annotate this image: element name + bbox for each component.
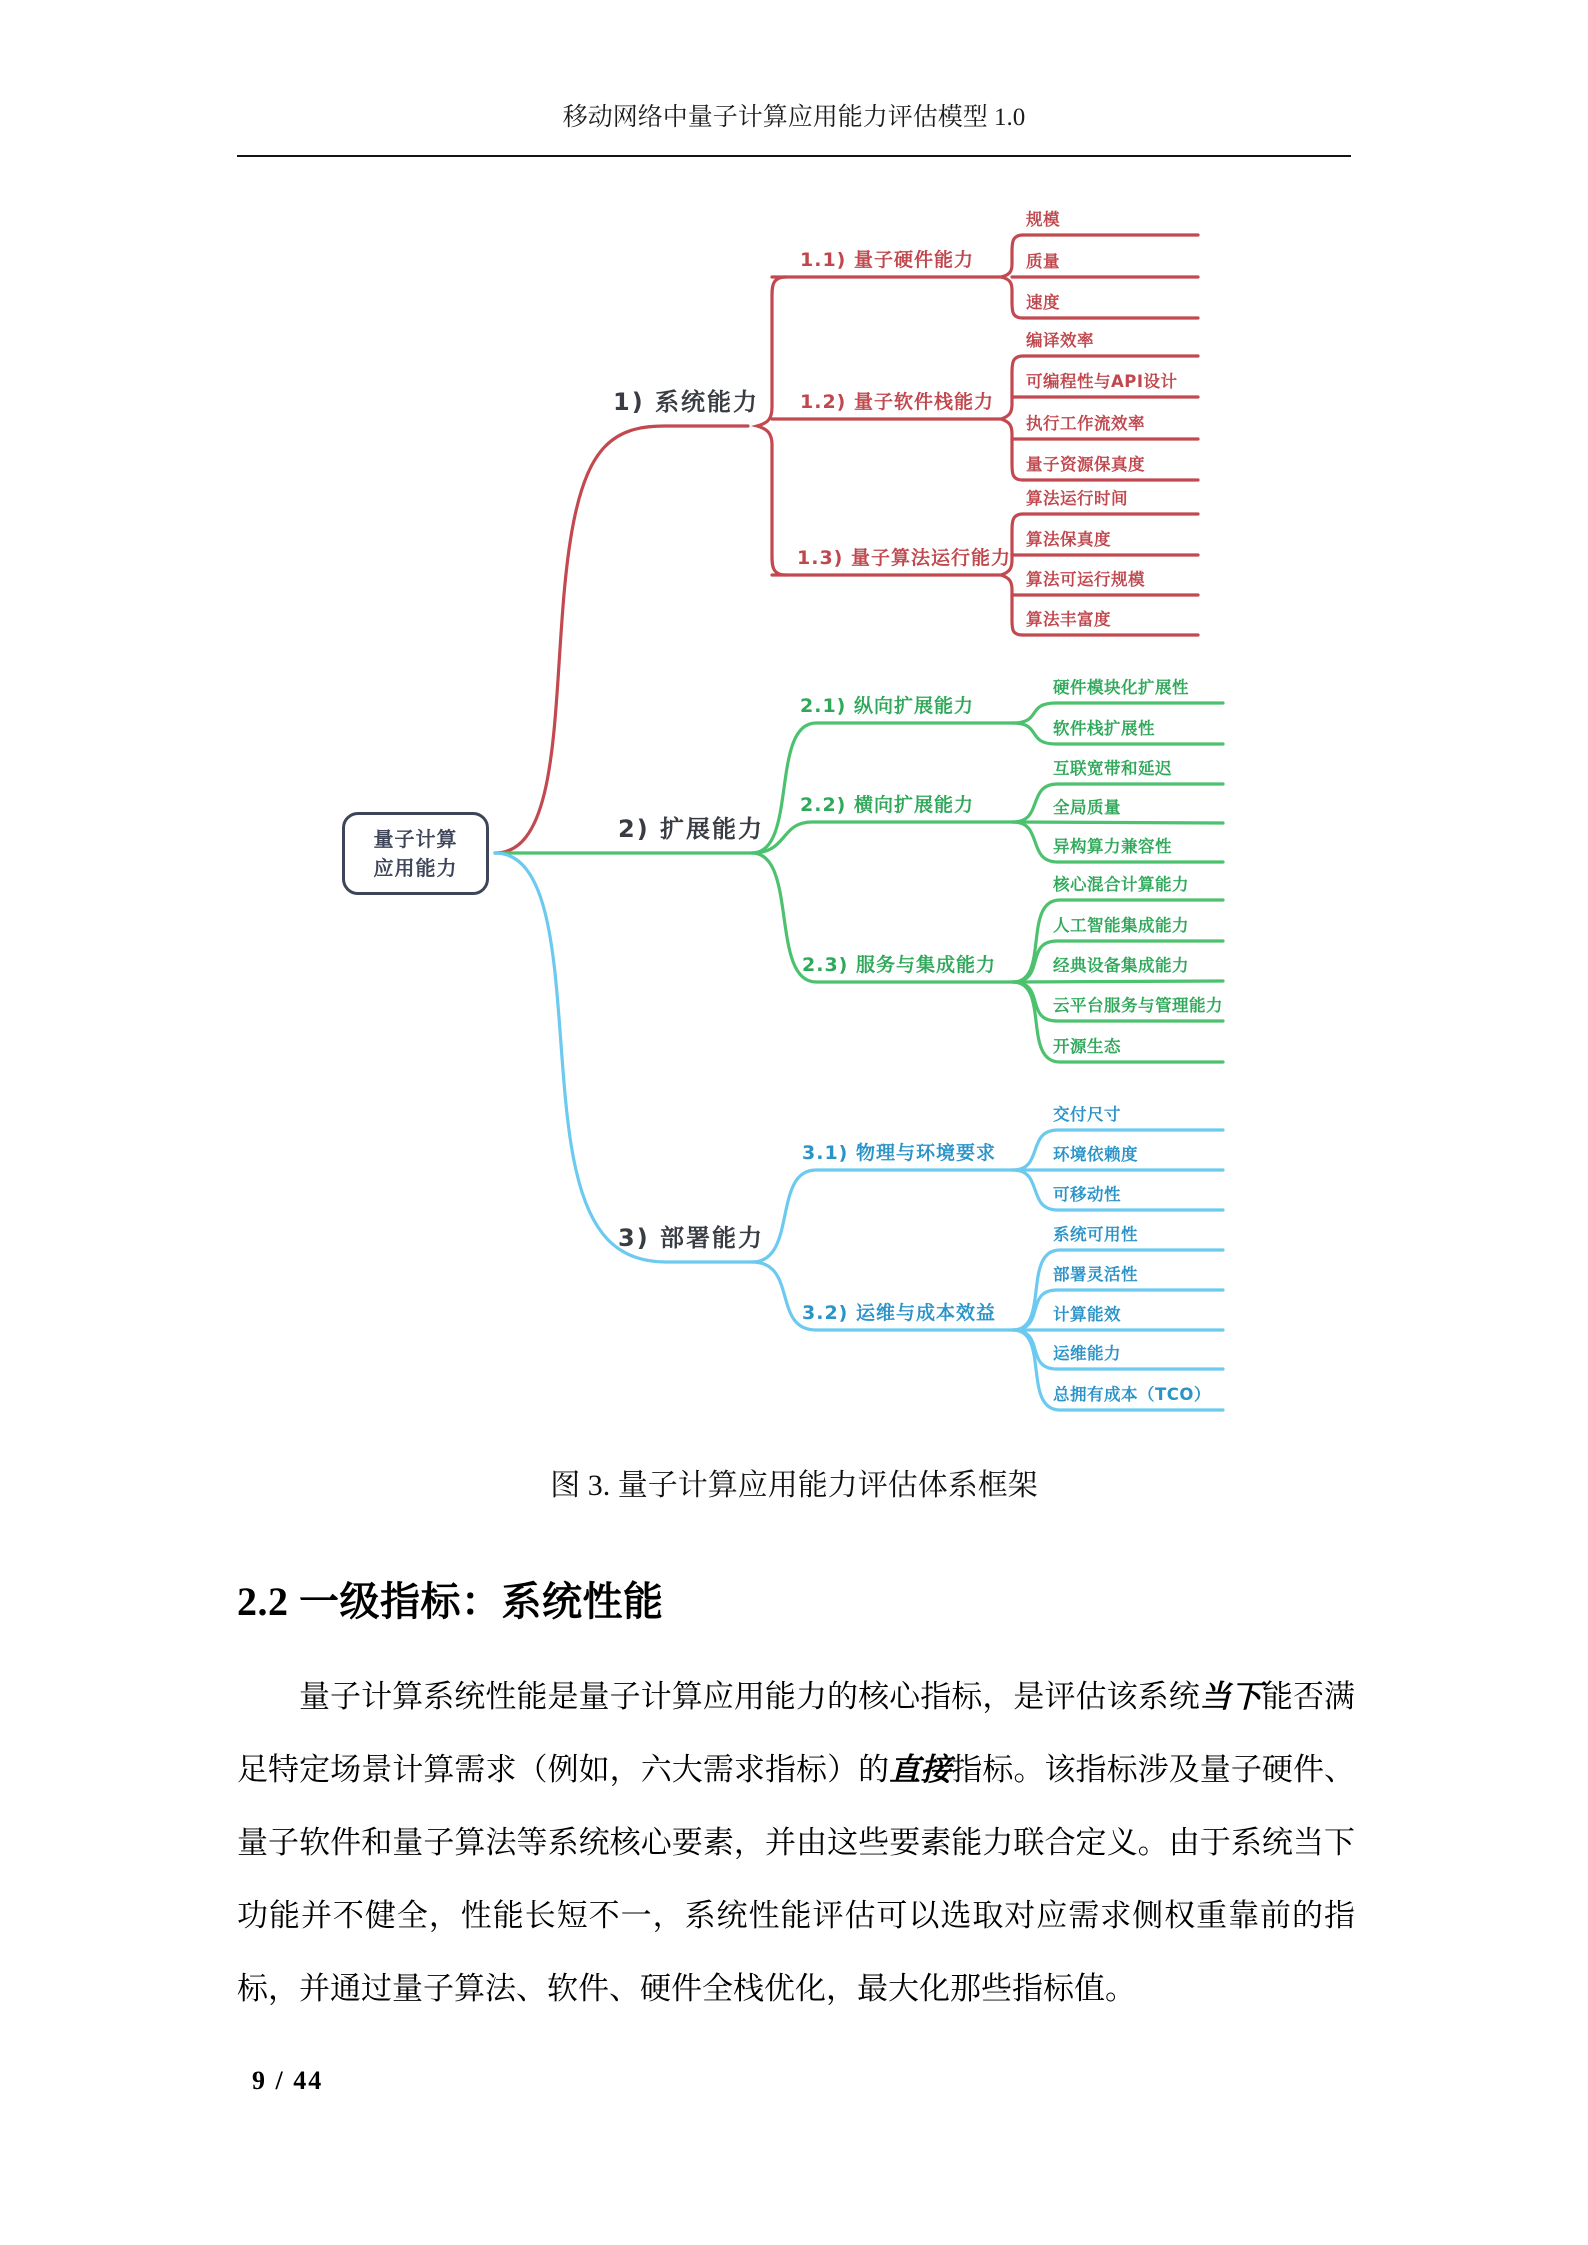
- mindmap-subbranch-label-1-3: 1.3) 量子算法运行能力: [797, 547, 1011, 569]
- mindmap-leaf: 环境依赖度: [1053, 1145, 1138, 1164]
- mindmap-root-line2: 应用能力: [373, 855, 458, 880]
- mindmap-subbranch-label-2-3: 2.3) 服务与集成能力: [802, 954, 996, 976]
- mindmap-leaf: 质量: [1026, 252, 1060, 271]
- mindmap-leaf: 开源生态: [1053, 1037, 1121, 1056]
- body-paragraph: 量子计算系统性能是量子计算应用能力的核心指标，是评估该系统当下能否满足特定场景计算需求（例如，六大需求指标）的直接指标。该指标涉及量子硬件、量子软件和量子算法等系统核心要素，并由这些要素能力联合定义。由于系统当下功能并不健全，性能长短不一，系统性能评估可以选取对应需求侧权重靠前的指标，并通过量子算法、软件、硬件全栈优化，最大化那些指标值。: [237, 1679, 1356, 2006]
- mindmap-leaf: 计算能效: [1053, 1305, 1121, 1324]
- mindmap-branch-label-expansion: 2) 扩展能力: [618, 815, 765, 843]
- mindmap-leaf: 部署灵活性: [1053, 1265, 1138, 1284]
- mindmap-leaf: 云平台服务与管理能力: [1053, 996, 1223, 1015]
- mindmap-subbranch-label-2-1: 2.1) 纵向扩展能力: [800, 695, 974, 717]
- mindmap-leaf: 规模: [1026, 210, 1060, 229]
- mindmap-leaf: 算法可运行规模: [1026, 570, 1145, 589]
- mindmap-branch-label-deployment: 3) 部署能力: [618, 1224, 765, 1252]
- mindmap-leaf: 人工智能集成能力: [1053, 916, 1189, 935]
- mindmap-leaf: 经典设备集成能力: [1053, 956, 1189, 975]
- page-number: 9 / 44: [252, 2066, 324, 2095]
- mindmap-leaf: 运维能力: [1053, 1344, 1121, 1363]
- mindmap-leaf: 软件栈扩展性: [1053, 719, 1155, 738]
- mindmap-leaf: 全局质量: [1053, 798, 1121, 817]
- mindmap-leaf: 硬件模块化扩展性: [1053, 678, 1189, 697]
- mindmap-leaf: 算法保真度: [1026, 530, 1111, 549]
- mindmap-leaf: 算法运行时间: [1026, 489, 1128, 508]
- mindmap-subbranch-label-3-2: 3.2) 运维与成本效益: [802, 1302, 996, 1324]
- mindmap-leaf: 系统可用性: [1053, 1225, 1138, 1244]
- mindmap-subbranch-label-2-2: 2.2) 横向扩展能力: [800, 794, 974, 816]
- header-rule: [237, 155, 1351, 157]
- mindmap-leaf: 执行工作流效率: [1026, 414, 1145, 433]
- mindmap-leaf: 速度: [1026, 293, 1060, 312]
- mindmap-leaf: 可编程性与API设计: [1026, 372, 1178, 391]
- mindmap-subbranch-label-1-2: 1.2) 量子软件栈能力: [800, 391, 994, 413]
- mindmap-leaf: 总拥有成本（TCO）: [1053, 1385, 1211, 1404]
- section-heading: 2.2 一级指标：系统性能: [237, 1579, 664, 1624]
- mindmap-leaf: 异构算力兼容性: [1053, 837, 1172, 856]
- mindmap-leaf: 核心混合计算能力: [1053, 875, 1189, 894]
- mindmap-leaf: 互联宽带和延迟: [1053, 759, 1172, 778]
- mindmap-subbranch-label-3-1: 3.1) 物理与环境要求: [802, 1142, 996, 1164]
- mindmap-leaf: 算法丰富度: [1026, 610, 1111, 629]
- figure-caption: 图 3. 量子计算应用能力评估体系框架: [550, 1469, 1038, 1502]
- mindmap-leaf: 可移动性: [1053, 1185, 1121, 1204]
- mindmap-branch-label-system: 1) 系统能力: [613, 388, 760, 416]
- mindmap-leaf: 交付尺寸: [1053, 1105, 1121, 1124]
- mindmap-root-line1: 量子计算: [373, 826, 458, 851]
- mindmap-subbranch-label-1-1: 1.1) 量子硬件能力: [800, 249, 974, 271]
- mindmap-root: [342, 812, 489, 895]
- document-header: 移动网络中量子计算应用能力评估模型 1.0: [562, 104, 1026, 131]
- mindmap-leaf: 编译效率: [1026, 331, 1094, 350]
- mindmap-leaf: 量子资源保真度: [1026, 455, 1145, 474]
